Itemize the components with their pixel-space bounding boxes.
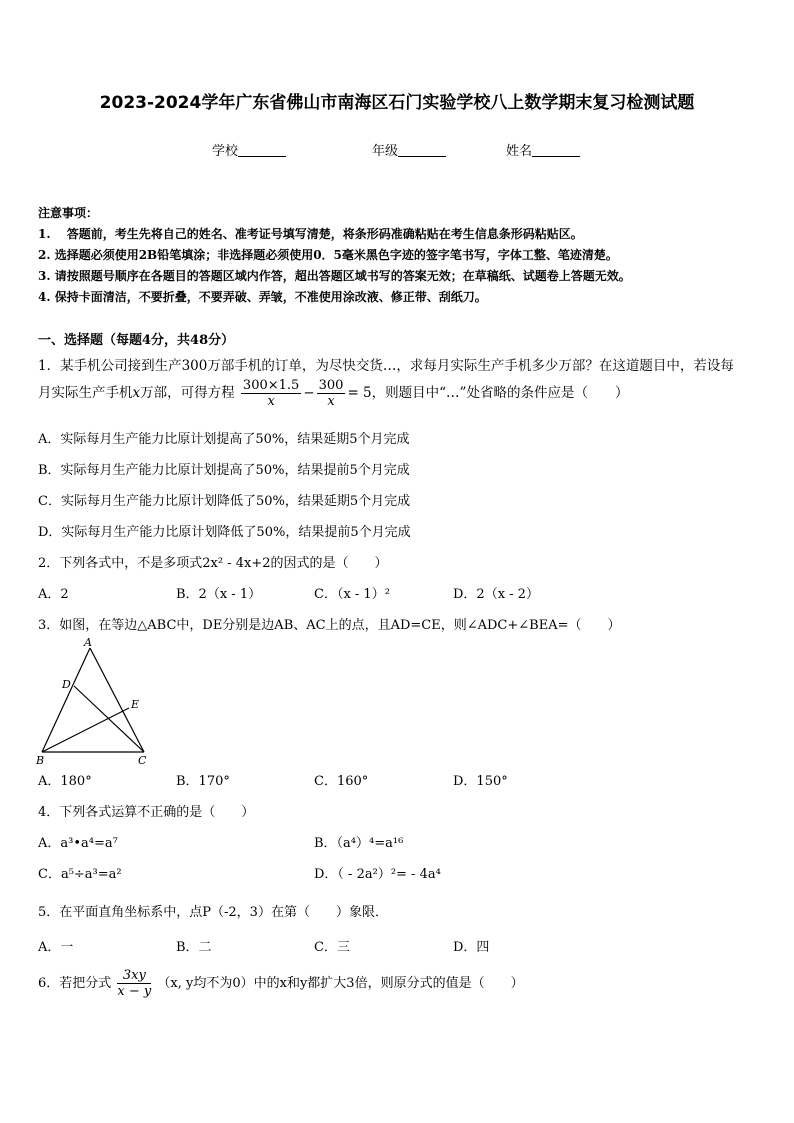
option-b: B．实际每月生产能力比原计划提高了50%，结果提前5个月完成 (38, 463, 410, 478)
question-1-line1: 1．某手机公司接到生产300万部手机的订单，为尽快交货…，求每月实际生产手机多少万部？在这道题目中，若设每 (38, 358, 734, 374)
note-item: 1. 答题前，考生先将自己的姓名、准考证号填写清楚，将条形码准确粘贴在考生信息条形码粘贴区。 (38, 227, 583, 241)
fraction: $\frac{300\times 1.5}{x}$ (242, 378, 300, 409)
question-2-stem: 2．下列各式中，不是多项式2x² - 4x+2的因式的是（ ） (38, 556, 388, 571)
fraction: $\frac{300}{x}$ (318, 378, 344, 409)
label-c: C (138, 754, 147, 766)
name-field[interactable] (506, 140, 580, 159)
question-5-stem: 5．在平面直角坐标系中，点P（-2，3）在第（ ）象限． (38, 905, 388, 920)
label-b: B (36, 754, 45, 766)
notes-heading: 注意事项： (38, 206, 99, 220)
grade-field[interactable] (372, 140, 446, 159)
name-label: 姓名 (506, 144, 533, 159)
fraction: $\frac{3xy}{x - y}$ (117, 968, 152, 999)
option-c: C．实际每月生产能力比原计划降低了50%，结果延期5个月完成 (38, 494, 411, 509)
note-item: 4. 保持卡面清洁，不要折叠，不要弄破、弄皱，不准使用涂改液、修正带、刮纸刀。 (38, 290, 487, 304)
option-a: A．180° (38, 774, 92, 789)
option-c: C．三 (314, 940, 350, 955)
option-d: D．四 (453, 940, 490, 955)
school-field[interactable] (212, 140, 286, 159)
option-d: D．2（x - 2） (453, 587, 539, 602)
option-c: C．a⁵÷a³=a² (38, 867, 122, 882)
triangle-figure (34, 636, 164, 766)
note-item: 3. 请按照题号顺序在各题目的答题区域内作答，超出答题区域书写的答案无效；在草稿纸、试题卷上答题无效。 (38, 269, 631, 283)
note-item: 2. 选择题必须使用2B铅笔填涂；非选择题必须使用0．5毫米黑色字迹的签字笔书写，字体工整、笔迹清楚。 (38, 248, 618, 262)
option-b: B．二 (176, 940, 212, 955)
side-ab (42, 648, 90, 752)
label-a: A (84, 636, 92, 649)
option-b: B．（a⁴）⁴=a¹⁶ (314, 836, 404, 851)
question-4-stem: 4．下列各式运算不正确的是（ ） (38, 805, 255, 820)
option-d: D．150° (453, 774, 508, 789)
option-a: A．a³•a⁴=a⁷ (38, 836, 118, 851)
question-6-stem: 6．若把分式 $\frac{3xy}{x - y}$ （x, y均不为0）中的x和y都扩大3倍，则原分式的值是（ ） (38, 968, 524, 999)
option-b: B．170° (176, 774, 230, 789)
segment-be (42, 708, 129, 752)
option-d: D．实际每月生产能力比原计划降低了50%，结果提前5个月完成 (38, 525, 411, 540)
page-title: 2023-2024学年广东省佛山市南海区石门实验学校八上数学期末复习检测试题 (99, 93, 695, 113)
segment-dc (74, 686, 144, 752)
school-label: 学校 (212, 144, 239, 159)
option-b: B．2（x - 1） (176, 587, 262, 602)
label-d: D (62, 678, 71, 691)
option-d: D．（ - 2a²）²= - 4a⁴ (314, 867, 441, 882)
label-e: E (131, 698, 140, 711)
option-a: A．一 (38, 940, 74, 955)
option-a: A．2 (38, 587, 69, 602)
grade-label: 年级 (372, 144, 399, 159)
question-3-stem: 3．如图，在等边△ABC中，DE分别是边AB、AC上的点，且AD=CE，则∠ADC+∠BEA=（ ） (38, 618, 621, 633)
section-heading: 一、选择题（每题4分，共48分） (38, 333, 235, 348)
option-a: A．实际每月生产能力比原计划提高了50%，结果延期5个月完成 (38, 432, 410, 447)
option-c: C．160° (314, 774, 369, 789)
question-1-line2: 月实际生产手机x万部，可得方程 $\frac{300\times 1.5}{x}$ − $\frac{300}{x}$ = 5，则题目中“…”处省略的条件应是（ ） (38, 378, 629, 409)
option-c: C．（x - 1）² (314, 587, 390, 602)
